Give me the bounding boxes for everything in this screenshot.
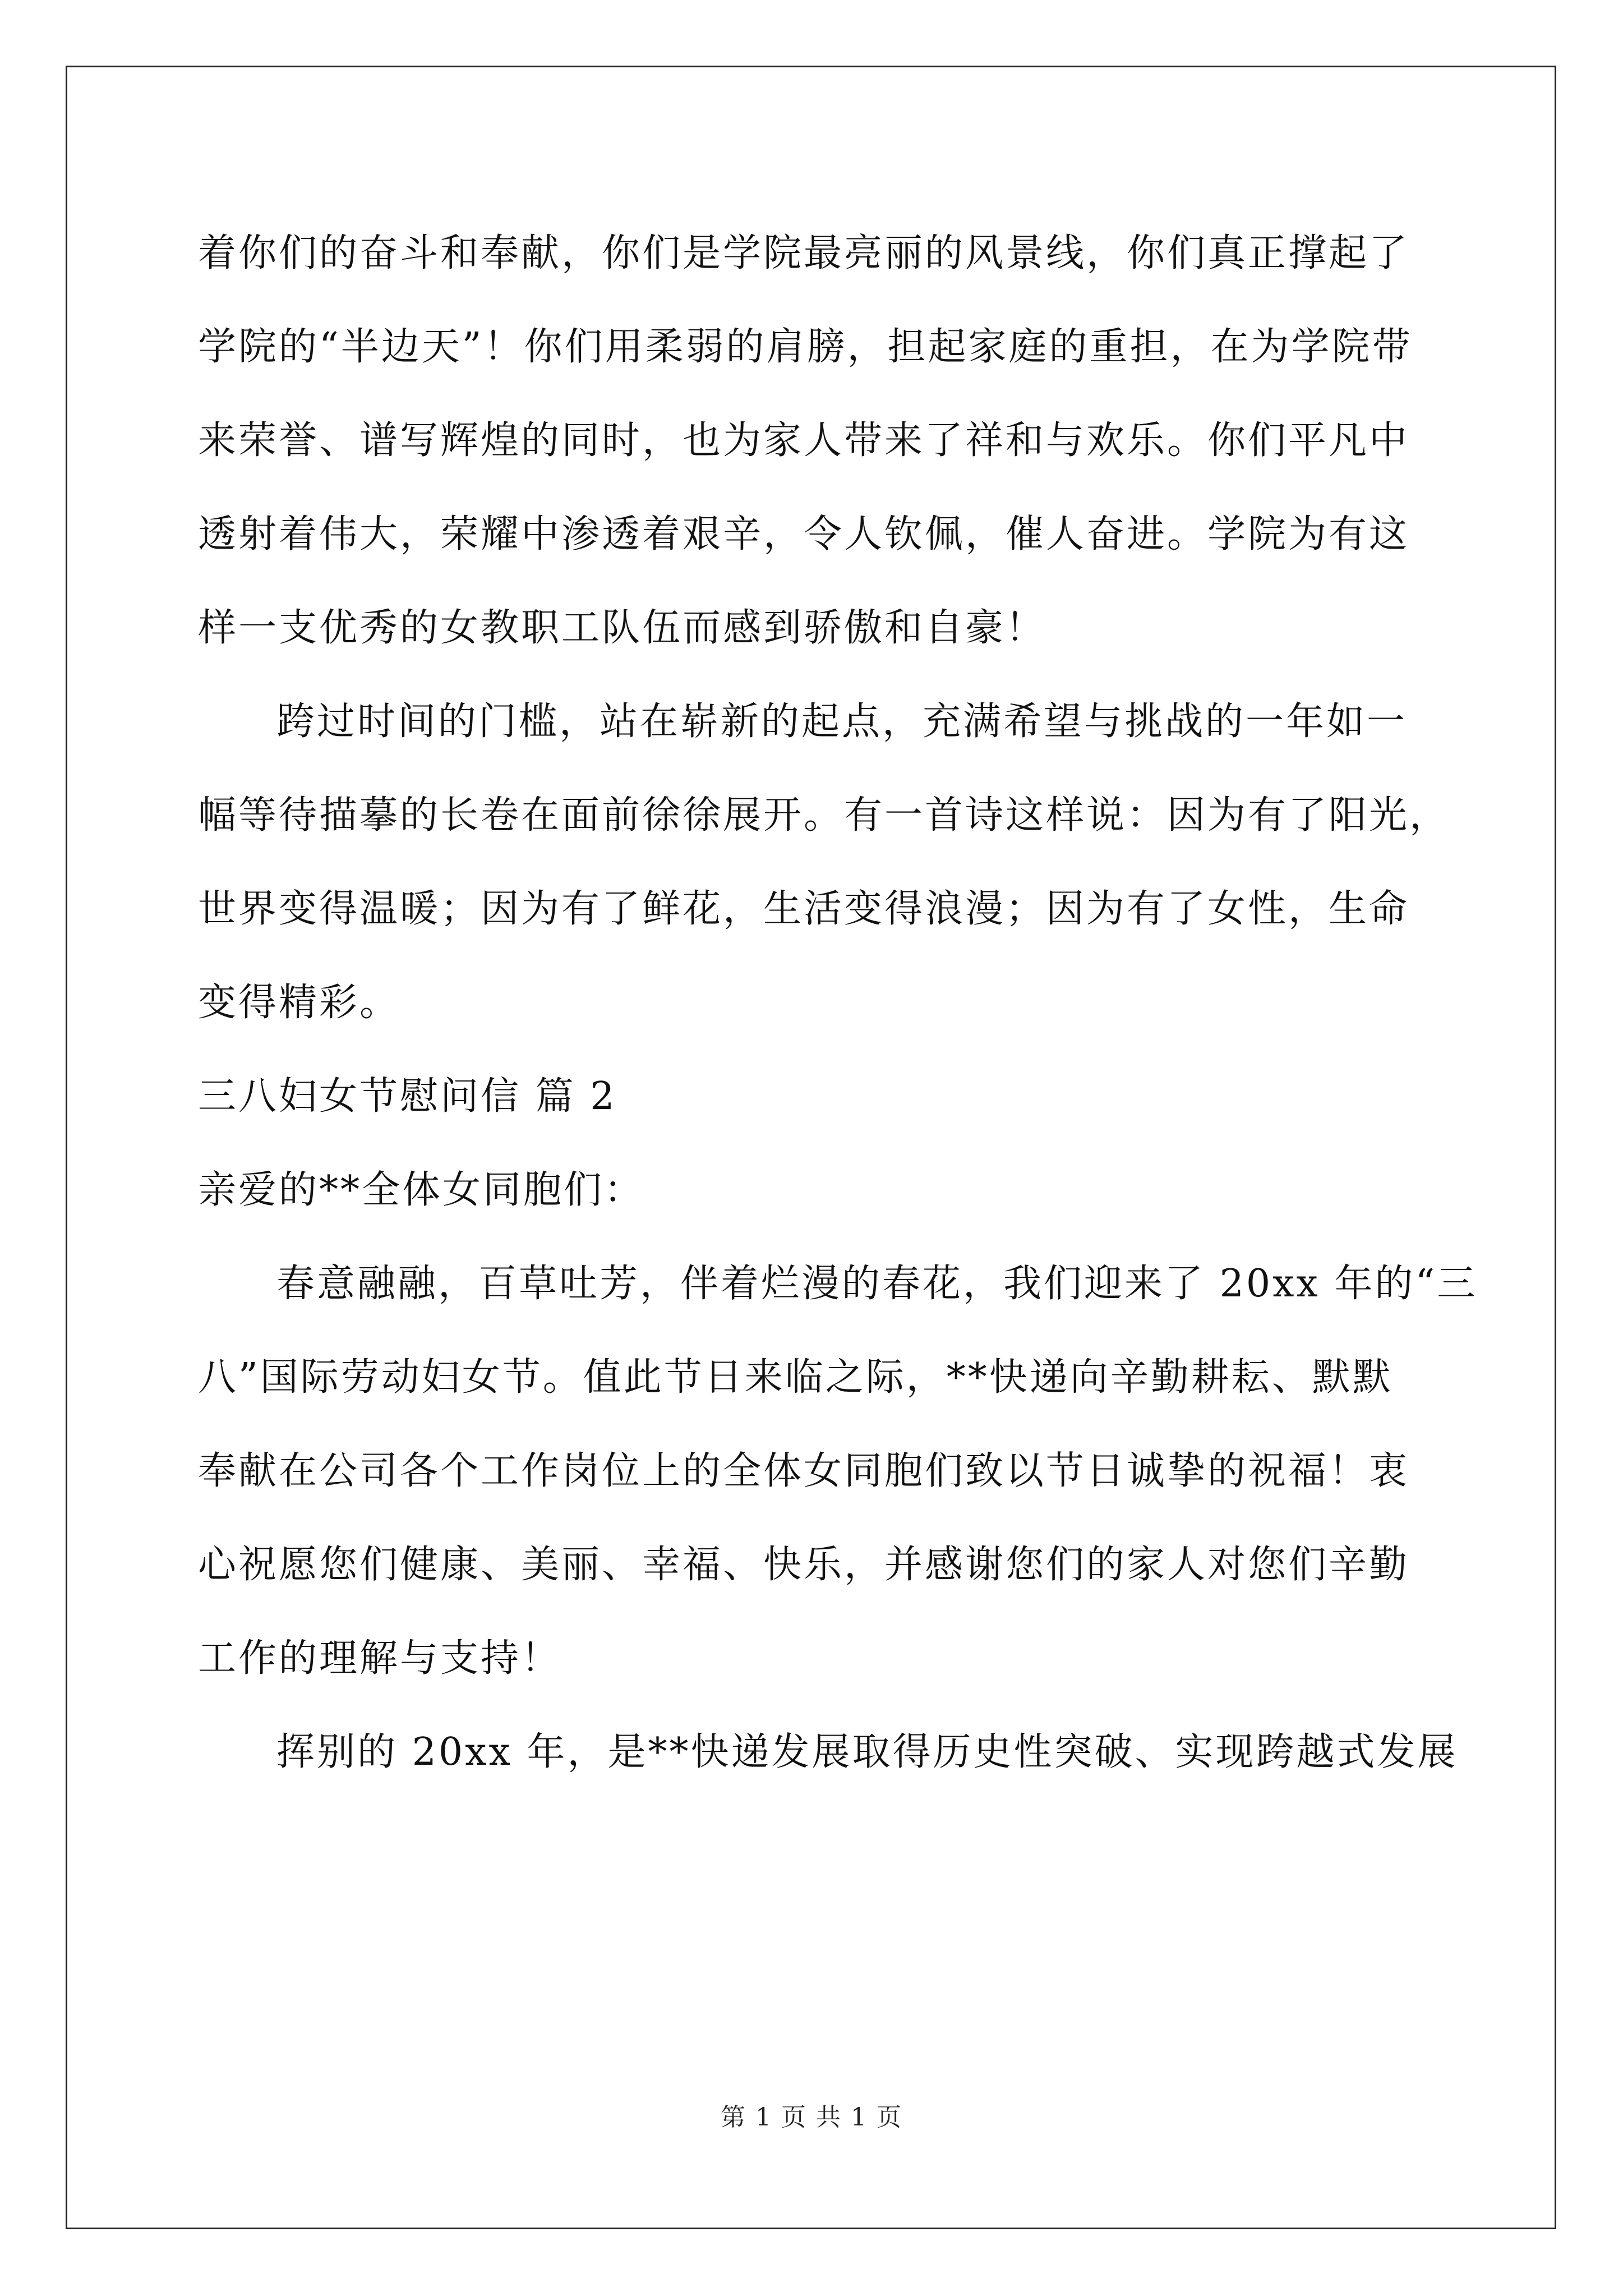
body-line: 世界变得温暖；因为有了鲜花，生活变得浪漫；因为有了女性，生命 xyxy=(198,887,1410,931)
body-line: 幅等待描摹的长卷在面前徐徐展开。有一首诗这样说：因为有了阳光， xyxy=(198,793,1450,838)
body-line: 变得精彩。 xyxy=(198,981,400,1025)
body-line: 样一支优秀的女教职工队伍而感到骄傲和自豪！ xyxy=(198,606,1046,650)
body-line: 心祝愿您们健康、美丽、幸福、快乐，并感谢您们的家人对您们辛勤 xyxy=(198,1543,1410,1587)
body-line: 来荣誉、谱写辉煌的同时，也为家人带来了祥和与欢乐。你们平凡中 xyxy=(198,418,1410,463)
section-heading: 三八妇女节慰问信 篇 2 xyxy=(198,1074,617,1119)
document-body xyxy=(198,206,1478,1799)
paragraph-start-line: 春意融融，百草吐芳，伴着烂漫的春花，我们迎来了 20xx 年的“三 xyxy=(276,1262,1478,1306)
body-line: 奉献在公司各个工作岗位上的全体女同胞们致以节日诚挚的祝福！衷 xyxy=(198,1449,1410,1493)
paragraph-start-line: 挥别的 20xx 年，是**快递发展取得历史性突破、实现跨越式发展 xyxy=(276,1730,1458,1774)
salutation: 亲爱的**全体女同胞们： xyxy=(198,1168,645,1212)
page-number-footer: 第 1 页 共 1 页 xyxy=(721,2103,902,2132)
body-line: 透射着伟大，荣耀中渗透着艰辛，令人钦佩，催人奋进。学院为有这 xyxy=(198,512,1410,556)
body-line: 工作的理解与支持！ xyxy=(198,1636,562,1681)
body-line: 八”国际劳动妇女节。值此节日来临之际，**快递向辛勤耕耘、默默 xyxy=(198,1355,1393,1400)
body-line: 着你们的奋斗和奉献，你们是学院最亮丽的风景线，你们真正撑起了 xyxy=(198,231,1410,275)
body-line: 学院的“半边天”！你们用柔弱的肩膀，担起家庭的重担，在为学院带 xyxy=(198,325,1413,369)
paragraph-start-line: 跨过时间的门槛，站在崭新的起点，充满希望与挑战的一年如一 xyxy=(276,700,1408,744)
